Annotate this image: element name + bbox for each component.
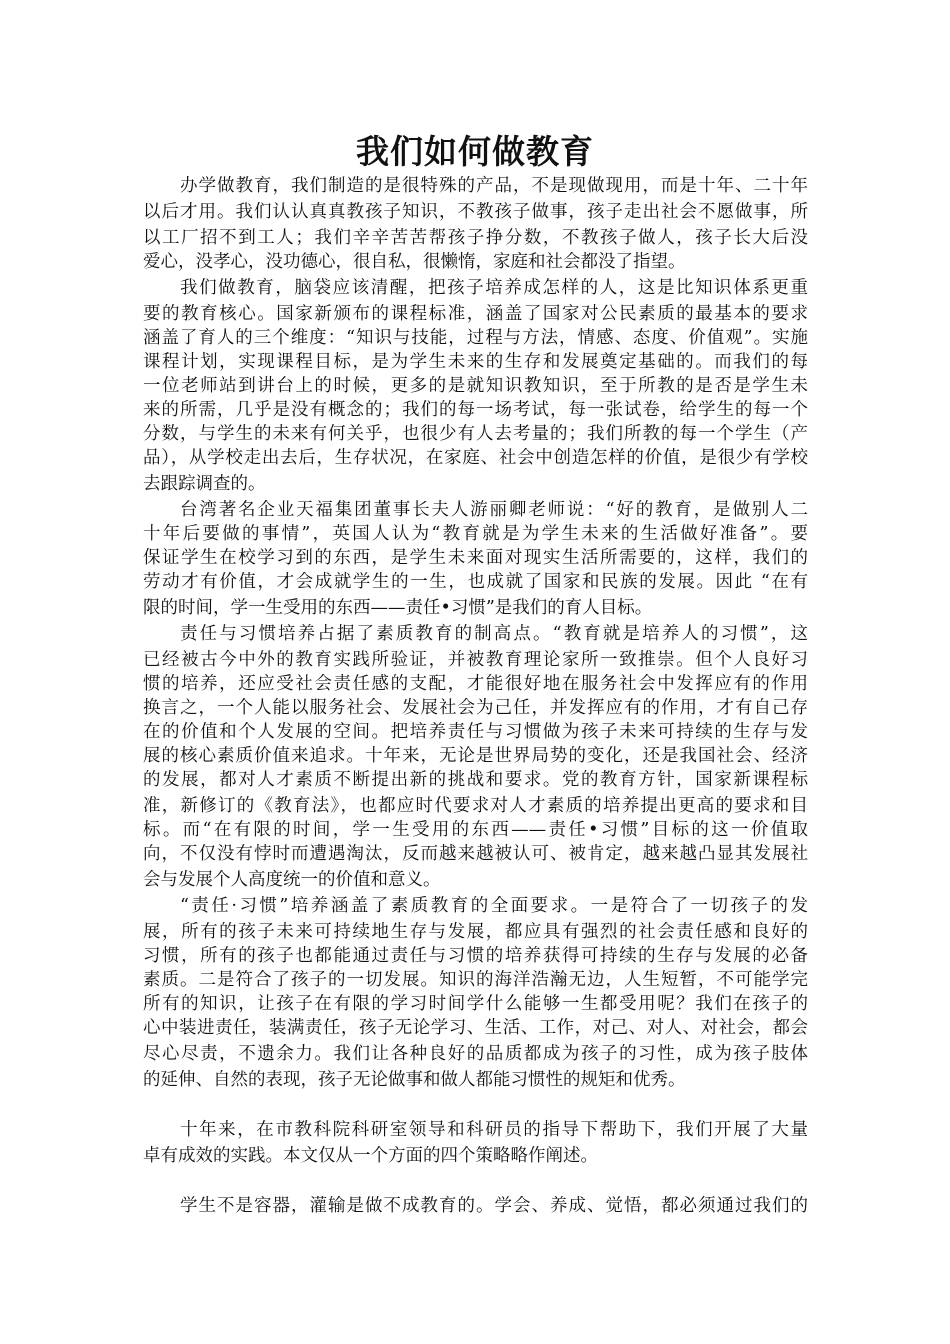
text-line: 标。而“在有限的时间，学一生受用的东西——责任•习惯”目标的这一价值取 [143, 820, 808, 840]
text-line: 台湾著名企业天福集团董事长夫人游丽卿老师说：“好的教育，是做别人二 [180, 500, 808, 520]
text-line: 的发展，都对人才素质不断提出新的挑战和要求。党的教育方针，国家新课程标 [143, 770, 808, 790]
text-line: 素质。二是符合了孩子的一切发展。知识的海洋浩瀚无边，人生短暂，不可能学完 [143, 970, 808, 990]
text-line: 在的价值和个人发展的空间。把培养责任与习惯做为孩子未来可持续的生存与发 [143, 722, 808, 742]
text-line: 习惯，所有的孩子也都能通过责任与习惯的培养获得可持续的生存与发展的必备 [143, 946, 808, 966]
text-line: 去跟踪调查的。 [143, 474, 266, 494]
text-line: 已经被古今中外的教育实践所验证，并被教育理论家所一致推崇。但个人良好习 [143, 650, 808, 670]
text-line: 涵盖了育人的三个维度：“知识与技能，过程与方法，情感、态度、价值观”。实施 [143, 328, 808, 348]
document-title: 我们如何做教育 [356, 132, 594, 171]
text-line: 分数，与学生的未来有何关乎，也很少有人去考量的；我们所教的每一个学生（产 [143, 424, 808, 444]
text-line: 展的核心素质价值来追求。十年来，无论是世界局势的变化，还是我国社会、经济 [143, 746, 808, 766]
text-line: 课程计划，实现课程目标，是为学生未来的生存和发展奠定基础的。而我们的每 [143, 352, 808, 372]
text-line: 以后才用。我们认认真真教孩子知识，不教孩子做事，孩子走出社会不愿做事，所 [143, 202, 808, 222]
text-line: 一位老师站到讲台上的时候，更多的是就知识教知识，至于所教的是否是学生未 [143, 376, 808, 396]
text-line: 的延伸、自然的表现，孩子无论做事和做人都能习惯性的规矩和优秀。 [143, 1070, 686, 1090]
text-line: 会与发展个人高度统一的价值和意义。 [143, 870, 441, 890]
text-line: 所有的知识，让孩子在有限的学习时间学什么能够一生都受用呢？我们在孩子的 [143, 994, 808, 1014]
text-line: 卓有成效的实践。本文仅从一个方面的四个策略略作阐述。 [143, 1146, 598, 1166]
text-line: 劳动才有价值，才会成就学生的一生，也成就了国家和民族的发展。因此 “在有 [143, 572, 808, 592]
text-line: 学生不是容器，灌输是做不成教育的。学会、养成、觉悟，都必须通过我们的 [180, 1196, 808, 1216]
text-line: 品），从学校走出去后，生存状况，在家庭、社会中创造怎样的价值，是很少有学校 [143, 448, 808, 468]
text-line: 准，新修订的《教育法》，也都应时代要求对人才素质的培养提出更高的要求和目 [143, 796, 808, 816]
text-line: 责任与习惯培养占据了素质教育的制高点。“教育就是培养人的习惯”，这 [180, 624, 808, 644]
text-line: 尽心尽责，不遗余力。我们让各种良好的品质都成为孩子的习性，成为孩子肢体 [143, 1044, 808, 1064]
text-line: 我们做教育，脑袋应该清醒，把孩子培养成怎样的人，这是比知识体系更重 [180, 278, 808, 298]
text-line: 十年来，在市教科院科研室领导和科研员的指导下帮助下，我们开展了大量 [180, 1120, 808, 1140]
text-line: 限的时间，学一生受用的东西——责任•习惯”是我们的育人目标。 [143, 598, 653, 618]
text-line: 惯的培养，还应受社会责任感的支配，才能很好地在服务社会中发挥应有的作用 [143, 674, 808, 694]
text-line: 展，所有的孩子未来可持续地生存与发展，都应具有强烈的社会责任感和良好的 [143, 922, 808, 942]
text-line: 以工厂招不到工人；我们辛辛苦苦帮孩子挣分数，不教孩子做人，孩子长大后没 [143, 228, 808, 248]
text-line: 十年后要做的事情”，英国人认为“教育就是为学生未来的生活做好准备”。要 [143, 524, 808, 544]
text-line: 办学做教育，我们制造的是很特殊的产品，不是现做现用，而是十年、二十年 [180, 176, 808, 196]
text-line: 心中装进责任，装满责任，孩子无论学习、生活、工作，对己、对人、对社会，都会 [143, 1018, 808, 1038]
text-line: 来的所需，几乎是没有概念的；我们的每一场考试，每一张试卷，给学生的每一个 [143, 400, 808, 420]
text-line: “责任·习惯”培养涵盖了素质教育的全面要求。一是符合了一切孩子的发 [180, 896, 808, 916]
text-line: 要的教育核心。国家新颁布的课程标准，涵盖了国家对公民素质的最基本的要求 [143, 304, 808, 324]
text-line: 向，不仅没有悖时而遭遇淘汰，反而越来越被认可、被肯定，越来越凸显其发展社 [143, 844, 808, 864]
text-line: 保证学生在校学习到的东西，是学生未来面对现实生活所需要的，这样，我们的 [143, 548, 808, 568]
text-line: 换言之，一个人能以服务社会、发展社会为己任，并发挥应有的作用，才有自己存 [143, 698, 808, 718]
text-line: 爱心，没孝心，没功德心，很自私，很懒惰，家庭和社会都没了指望。 [143, 252, 686, 272]
